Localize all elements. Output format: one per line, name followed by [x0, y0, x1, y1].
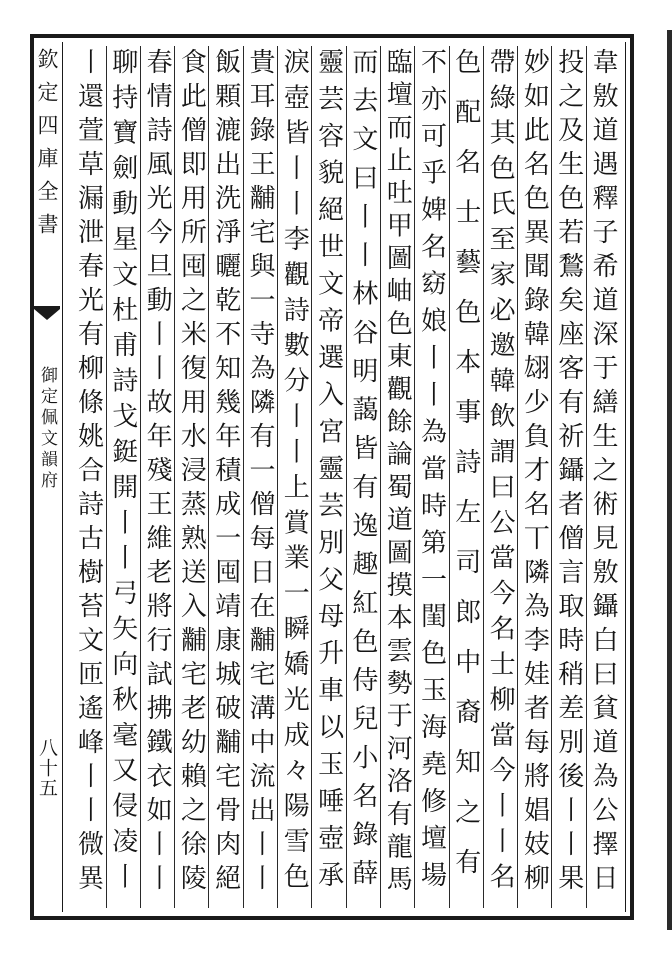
text-column: 聊持寶劍動星文杜甫詩戈鋌開丨丨弓矢向秋毫又侵凌丨 — [107, 48, 138, 898]
text-column: 臨壇而止吐甲圖岫色東觀餘論蜀道圖摸本雲勢于河洛有龍馬 — [382, 48, 413, 898]
text-column: 帶綠其色氏至家必邀韓飲謂曰公當今名士柳當今丨丨名 — [485, 48, 516, 898]
text-column: 春情詩風光今旦動丨丨故年殘王維老將行試拂鐵衣如丨丨 — [142, 48, 173, 898]
book-title: 欽定四庫全書 — [35, 48, 59, 246]
text-column: 丨還萱草漏泄春光有柳條姚合詩古樹苔文匝遙峰丨丨微異 — [73, 48, 104, 898]
text-column: 韋敫道遇釋子希道深于繕生之術見敫鑷白曰貧道為公擇日 — [588, 48, 618, 898]
volume-title: 御定佩文韻府 — [37, 366, 57, 492]
text-column: 貴耳錄王黼宅與一寺為隣有一僧每日在黼宅溝中流出丨丨 — [245, 48, 275, 898]
text-column: 靈芸容貌絕世文帝選入宮靈芸別父母升車以玉唾壺承 — [313, 48, 344, 898]
text-column: 色配名士藝色本事詩左司郎中裔知之有 — [450, 48, 481, 898]
text-column: 投之及生色若鶖矣座客有祈鑷者僧言取時稍差別後丨丨果 — [553, 48, 584, 898]
text-column: 飯顆漉出洗淨曬乾不知幾年積成一囤靖康城破黼宅骨肉絕 — [210, 48, 241, 898]
page-number: 八十五 — [36, 738, 58, 798]
text-column: 食此僧即用所囤之米復用水浸蒸熟送入黼宅老幼賴之徐陵 — [176, 48, 207, 898]
scan-edge — [667, 30, 672, 930]
text-column: 妙如此名色異聞錄韓翃少負才名丅隣為李娃者每將娼妓柳 — [519, 48, 550, 898]
text-column: 淚壺皆丨丨李觀詩數分丨丨上賞業一瞬嬌光成々陽雪色 — [279, 48, 310, 898]
text-column: 不亦可乎婢名窈娘丨丨為當時第一閨色玉海堯修壇場 — [416, 48, 447, 898]
text-column: 而去文曰丨丨林谷明藹皆有逸趣紅色侍兒小名錄薛 — [347, 48, 378, 898]
fishtail-icon — [34, 306, 60, 320]
